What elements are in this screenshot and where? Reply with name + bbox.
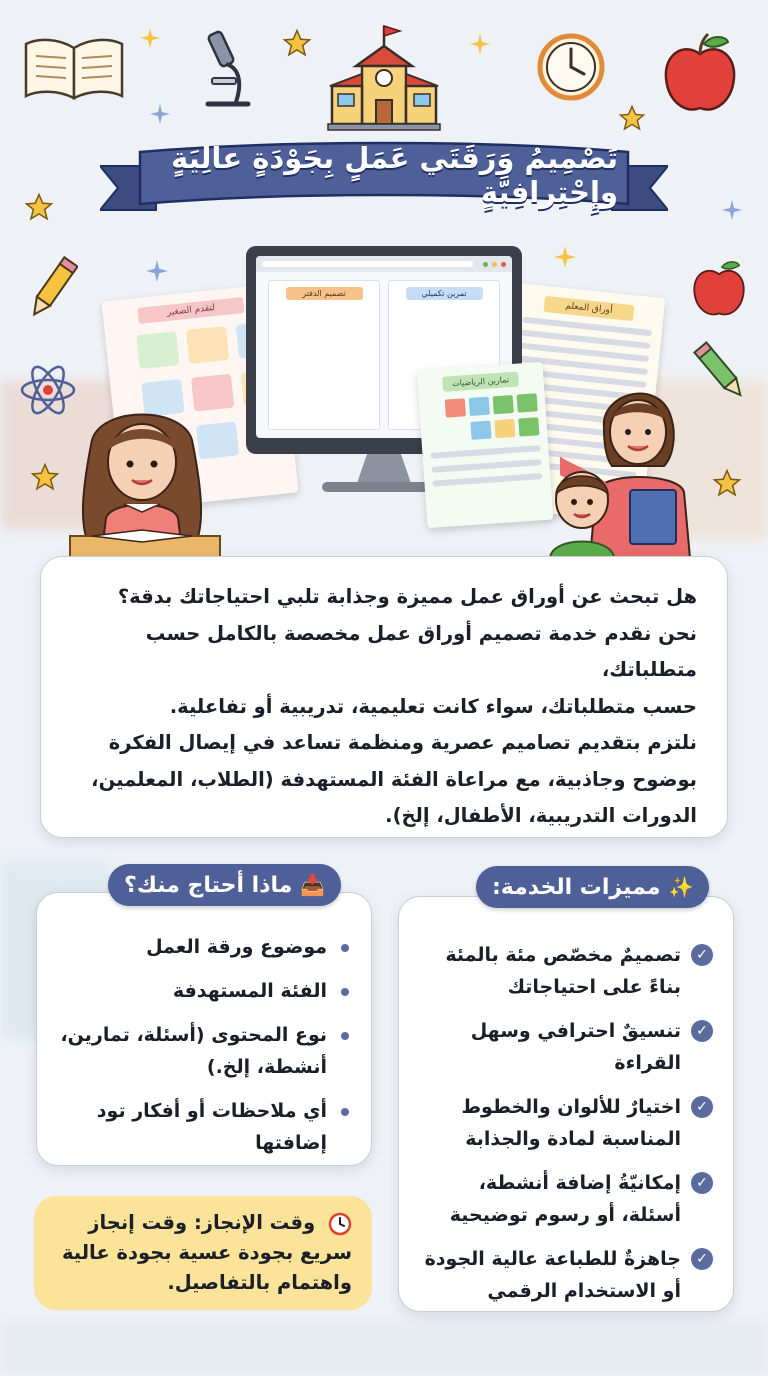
apple-icon [690, 256, 748, 320]
worksheet-title: تمرين تكميلي [406, 287, 483, 300]
feature-text: اختيارٌ للألوان والخطوط المناسبة لمادة والجذابة [461, 1096, 681, 1150]
intro-line: نلتزم بتقديم تصاميم عصرية ومنظمة تساعد في إيصال الفكرة [108, 731, 697, 754]
list-item [413, 939, 713, 1003]
list-item [51, 1095, 349, 1159]
bullet-dot [341, 988, 349, 996]
features-heading [476, 866, 709, 908]
monitor-stand [350, 454, 418, 484]
requirement-text: أي ملاحظات أو أفكار تود إضافتها [96, 1100, 327, 1154]
open-book-icon [22, 34, 126, 104]
intro-line: حسب متطلباتك، سواء كانت تعليمية، تدريبية أو تفاعلية. [169, 694, 697, 718]
sparkle-icon [140, 28, 160, 48]
list-item [413, 1243, 713, 1307]
clock-icon [536, 32, 606, 102]
pencil-icon [26, 256, 78, 322]
check-icon: ✓ [691, 1172, 713, 1194]
list-item [51, 931, 349, 963]
bullet-dot [341, 1108, 349, 1116]
list-item [413, 1167, 713, 1231]
bullet-dot [341, 1032, 349, 1040]
check-icon: ✓ [691, 1096, 713, 1118]
intro-card [40, 556, 728, 838]
sparkle-icon [554, 246, 576, 268]
worksheet-title: تمارين الرياضيات [442, 372, 518, 392]
sparkle-icon [470, 34, 490, 54]
intro-line: نحن نقدم خدمة تصميم أوراق عمل مخصصة بالكامل حسب متطلباتك، [145, 621, 697, 681]
inbox-icon: 📥 [300, 873, 326, 897]
microscope-icon [196, 26, 256, 110]
worksheet-preview [417, 362, 554, 528]
list-item [51, 975, 349, 1007]
requirements-heading-label: ماذا أحتاج منك؟ [124, 872, 293, 898]
delivery-text: وقت الإنجاز: وقت إنجاز سريع بجودة عسية بجودة عالية واهتمام بالتفاصيل. [61, 1211, 352, 1294]
intro-line: بوضوح وجاذبية، مع مراعاة الفئة المستهدفة (الطلاب، المعلمين، [91, 767, 697, 791]
features-card [398, 896, 734, 1312]
feature-text: جاهزةٌ للطباعة عالية الجودة أو الاستخدام الرقمي [424, 1248, 681, 1302]
star-icon [282, 28, 312, 58]
background-decoration [0, 1320, 768, 1376]
features-heading-label: مميزات الخدمة: [492, 874, 661, 900]
clock-icon [328, 1212, 352, 1236]
delivery-time-box [34, 1196, 372, 1310]
feature-text: إمكانيّةُ إضافة أنشطة، أسئلة، أو رسوم توضيحية [449, 1172, 681, 1226]
check-icon: ✓ [691, 1020, 713, 1042]
apple-icon [660, 30, 740, 116]
girl-student-illustration [62, 400, 222, 558]
star-icon [24, 192, 54, 222]
requirement-text: موضوع ورقة العمل [146, 936, 327, 958]
feature-text: تنسيقٌ احترافي وسهل القراءة [470, 1020, 681, 1074]
feature-text: تصميمٌ مخصّص مئة بالمئة بناءً على احتياجاتك [445, 944, 681, 998]
worksheet-title: لتقدم الصغير [138, 297, 245, 324]
worksheet-preview [268, 280, 380, 430]
requirement-text: نوع المحتوى (أسئلة، تمارين، أنشطة، إلخ.) [60, 1024, 327, 1078]
school-building-icon [326, 22, 442, 132]
list-item [413, 1015, 713, 1079]
check-icon: ✓ [691, 1248, 713, 1270]
star-icon [30, 462, 60, 492]
sparkle-icon [150, 104, 170, 124]
intro-line: هل تبحث عن أوراق عمل مميزة وجذابة تلبي احتياجاتك بدقة؟ [117, 585, 697, 608]
boy-student-illustration [534, 464, 630, 558]
requirement-text: الفئة المستهدفة [172, 980, 327, 1002]
check-icon: ✓ [691, 944, 713, 966]
sparkle-icon [146, 260, 168, 282]
list-item [51, 1019, 349, 1083]
list-item [413, 1091, 713, 1155]
page-title: تَصْمِيمُ وَرَقَتَي عَمَلٍ بِجَوْدَةٍ عالِيَةٍ وإِحْتِرافِيَّةٍ [171, 141, 618, 209]
worksheet-title: تصميم الدفتر [286, 287, 363, 300]
sparkle-icon [722, 200, 742, 220]
sparkles-icon: ✨ [668, 875, 694, 899]
requirements-card [36, 892, 372, 1166]
intro-line: الدورات التدريبية، الأطفال، إلخ). [385, 804, 697, 827]
requirements-list [37, 893, 371, 1159]
requirements-heading [108, 864, 341, 906]
star-icon [618, 104, 646, 132]
features-list [399, 897, 733, 1307]
browser-bar [256, 256, 512, 272]
worksheet-title: أوراق المعلم [543, 296, 634, 321]
bullet-dot [341, 944, 349, 952]
